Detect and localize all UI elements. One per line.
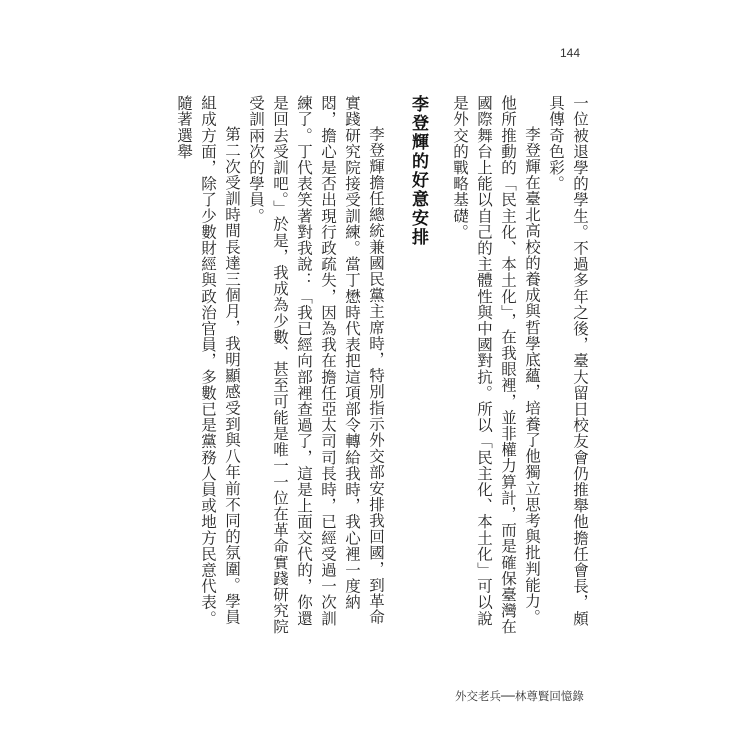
paragraph-4: 第二次受訓時間長達三個月，我明顯感受到與八年前不同的氛圍。學員組成方面，除了少數財經與政治官員，多數已是黨務人員或地方民意代表。隨著選舉 <box>175 95 241 627</box>
page-number: 144 <box>560 46 581 60</box>
vertical-text-body <box>172 95 592 640</box>
paragraph-3: 李登輝擔任總統兼國民黨主席時，特別指示外交部安排我回國，到革命實踐研究院接受訓練。當丁懋時代表把這項部令轉給我時，我心裡一度納悶，擔心是否出現行政疏失，因為我在擔任亞太司司長時，已經受過一次訓練了。丁代表笑著對我說：「我已經向部裡查過了，這是上面交代的，你還是回去受訓吧。」於是，我成為少數、甚至可能是唯一一位在革命實踐研究院受訓兩次的學員。 <box>247 95 385 635</box>
paragraph-2: 李登輝在臺北高校的養成與哲學底蘊，培養了他獨立思考與批判能力。他所推動的「民主化、本土化」，在我眼裡，並非權力算計，而是確保臺灣在國際舞台上能以自己的主體性與中國對抗。所以「民主化、本土化」可以說是外交的戰略基礎。 <box>451 95 541 635</box>
section-heading: 李登輝的好意安排 <box>408 95 428 247</box>
paragraph-1: 一位被退學的學生。不過多年之後，臺大留日校友會仍推舉他擔任會長，頗具傳奇色彩。 <box>547 95 589 627</box>
running-footer: 外交老兵──林尊賢回憶錄 <box>455 689 584 703</box>
